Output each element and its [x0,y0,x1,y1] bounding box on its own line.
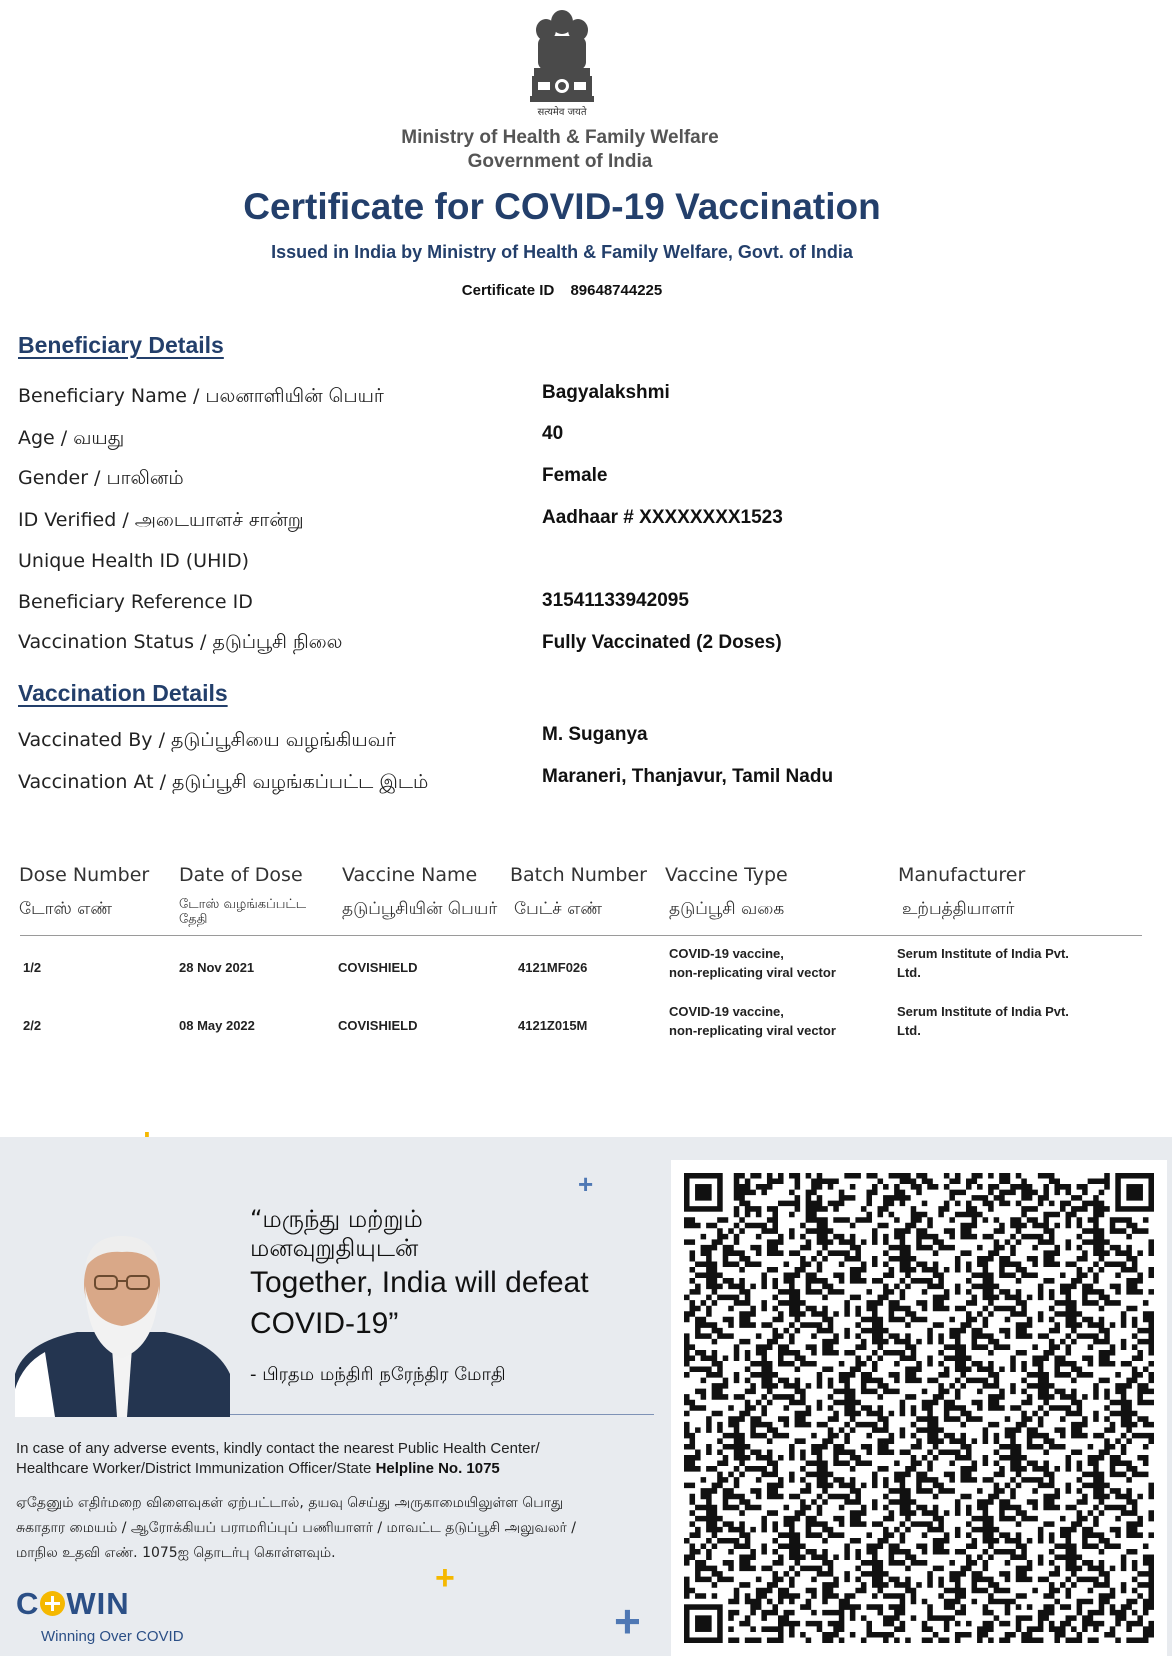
reference-id-label: Beneficiary Reference ID [18,591,253,613]
manufacturer-line-2: Ltd. [897,965,921,980]
emblem-motto: सत्यमेव जयते [537,107,587,118]
header-date-of-dose: Date of Dose [179,864,303,886]
age-value: 40 [542,423,564,444]
cowin-plus-o-icon [40,1591,65,1616]
header-manufacturer-ta: உற்பத்தியாளர் [902,899,1015,919]
vaccination-status-value: Fully Vaccinated (2 Doses) [542,632,782,653]
vaccine-type-line-1: COVID-19 vaccine, [669,946,784,961]
header-batch-number: Batch Number [510,864,647,886]
header-batch-number-ta: பேட்ச் எண் [514,899,602,919]
vaccination-at-value: Maraneri, Thanjavur, Tamil Nadu [542,766,834,787]
adverse-en-line-1: In case of any adverse events, kindly contact the nearest Public Health Center/ [16,1440,540,1457]
decorative-plus-icon: + [435,1559,455,1597]
dose-number-cell: 1/2 [23,960,42,975]
vaccine-type-line-1: COVID-19 vaccine, [669,1004,784,1019]
manufacturer-line-1: Serum Institute of India Pvt. [897,1004,1069,1019]
header-vaccine-type-ta: தடுப்பூசி வகை [669,899,785,919]
vaccination-status-label: Vaccination Status / தடுப்பூசி நிலை [18,631,343,653]
header-vaccine-name: Vaccine Name [342,864,478,886]
cowin-logo [16,1586,130,1622]
id-verified-label: ID Verified / அடையாளச் சான்று [18,509,304,531]
manufacturer-cell [897,1002,1069,1040]
certificate-title: Certificate for COVID-19 Vaccination [243,186,881,227]
footer-panel [0,1137,1172,1656]
quote-attribution: - பிரதம மந்திரி நரேந்திர மோதி [250,1364,506,1385]
manufacturer-line-1: Serum Institute of India Pvt. [897,946,1069,961]
quote-tamil-line-1: “மருந்து மற்றும் [250,1205,423,1233]
batch-number-cell: 4121MF026 [518,960,588,975]
cowin-logo-win: WIN [66,1586,130,1621]
age-label: Age / வயது [18,427,125,449]
uhid-label: Unique Health ID (UHID) [18,550,250,572]
ministry-line-1: Ministry of Health & Family Welfare [401,127,719,148]
id-verified-value: Aadhaar # XXXXXXXX1523 [542,507,783,528]
vaccine-type-line-2: non-replicating viral vector [669,1023,836,1038]
dose-date-cell: 28 Nov 2021 [179,960,255,975]
vaccine-name-cell: COVISHIELD [338,960,418,975]
cowin-tagline: Winning Over COVID [41,1628,184,1645]
vaccination-at-label: Vaccination At / தடுப்பூசி வழங்கப்பட்ட இடம் [18,771,429,793]
vaccine-type-cell [669,944,836,982]
vaccinated-by-label: Vaccinated By / தடுப்பூசியை வழங்கியவர் [18,729,396,751]
reference-id-value: 31541133942095 [542,590,689,611]
qr-code-container [671,1160,1167,1656]
vaccine-type-line-2: non-replicating viral vector [669,965,836,980]
quote-english [250,1262,630,1344]
qr-code-icon [684,1173,1154,1643]
quote-tamil [250,1205,423,1263]
header-manufacturer: Manufacturer [898,864,1026,886]
adverse-ta-line-3: மாநில உதவி எண். 1075ஐ தொடர்பு கொள்ளவும். [16,1545,336,1561]
header-vaccine-name-ta: தடுப்பூசியின் பெயர் [342,899,498,919]
manufacturer-cell [897,944,1069,982]
prime-minister-portrait-icon [15,1224,230,1417]
quote-english-line-2: COVID-19” [250,1307,399,1340]
table-divider [20,935,1142,936]
ministry-line-2: Government of India [467,151,653,172]
vaccine-type-cell [669,1002,836,1040]
footer-divider [230,1414,654,1415]
cowin-logo-c: C [16,1586,40,1621]
gender-label: Gender / பாலினம் [18,467,184,489]
dose-date-cell: 08 May 2022 [179,1018,255,1033]
adverse-events-notice-english [16,1439,636,1479]
decorative-plus-icon: + [614,1595,641,1647]
batch-number-cell: 4121Z015M [518,1018,588,1033]
vaccine-name-cell: COVISHIELD [338,1018,418,1033]
certificate-subtitle: Issued in India by Ministry of Health & Family Welfare, Govt. of India [271,242,853,262]
header-date-ta-line-1: டோஸ் வழங்கப்பட்ட [179,897,307,912]
dose-number-cell: 2/2 [23,1018,42,1033]
header-dose-number: Dose Number [19,864,150,886]
vaccination-section-title: Vaccination Details [18,680,228,706]
quote-english-line-1: Together, India will defeat [250,1266,589,1299]
adverse-events-notice-tamil [16,1491,636,1566]
header-vaccine-type: Vaccine Type [665,864,788,886]
decorative-plus-icon: + [578,1169,594,1199]
adverse-en-line-2 [16,1459,636,1479]
certificate-id [0,282,1124,299]
header-date-ta-line-2: தேதி [179,912,208,927]
gender-value: Female [542,465,608,486]
header-date-of-dose-ta [179,897,306,927]
national-emblem-icon [520,6,604,118]
adverse-en-line-2-text: Healthcare Worker/District Immunization Officer/State [16,1460,376,1477]
vaccinated-by-value: M. Suganya [542,724,648,745]
adverse-ta-line-2: சுகாதார மையம் / ஆரோக்கியப் பராமரிப்புப் பணியாளர் / மாவட்ட தடுப்பூசி அலுவலர் / [16,1520,577,1536]
ministry-name [0,126,1120,174]
beneficiary-name-label: Beneficiary Name / பலனாளியின் பெயர் [18,385,384,407]
certificate-id-label: Certificate ID [461,282,555,299]
header-dose-number-ta: டோஸ் எண் [19,899,113,919]
beneficiary-name-value: Bagyalakshmi [542,382,670,403]
quote-tamil-line-2: மனவுறுதியுடன் [250,1234,419,1262]
manufacturer-line-2: Ltd. [897,1023,921,1038]
helpline-number: Helpline No. 1075 [375,1460,500,1477]
certificate-id-value: 89648744225 [570,282,663,299]
beneficiary-section-title: Beneficiary Details [18,332,224,358]
adverse-ta-line-1: ஏதேனும் எதிர்மறை விளைவுகள் ஏற்பட்டால், தயவு செய்து அருகாமையிலுள்ள பொது [16,1495,564,1511]
